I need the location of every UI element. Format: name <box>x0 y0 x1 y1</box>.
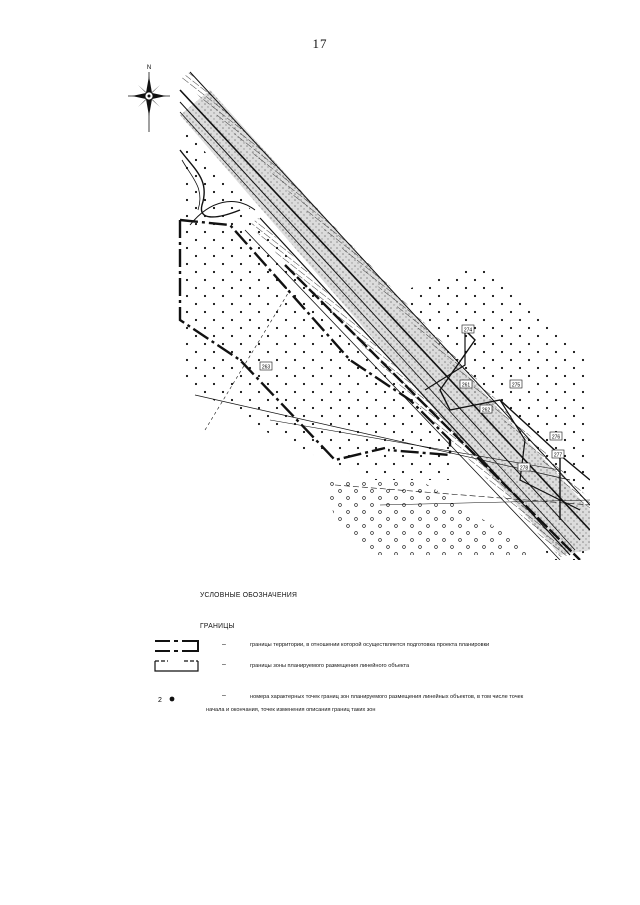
svg-text:2: 2 <box>158 697 162 704</box>
planning-map <box>120 60 590 560</box>
characteristic-point-symbol <box>156 694 178 704</box>
point-label: 275 <box>511 382 521 389</box>
legend-item-text: границы территории, в отношении которой осуществляется подготовка проекта планировки <box>250 642 490 648</box>
legend-section-title: ГРАНИЦЫ <box>200 621 235 630</box>
legend-dash: – <box>222 692 226 699</box>
legend-item-text: границы зоны планируемого размещения линейного объекта <box>250 663 410 669</box>
legend-title: УСЛОВНЫЕ ОБОЗНАЧЕНИЯ <box>200 590 298 599</box>
point-label: 276 <box>551 434 561 441</box>
legend-item-text-continued: начала и окончания, точек изменения описания границ таких зон <box>206 707 376 713</box>
point-label: 262 <box>481 407 491 414</box>
legend-item-text: номера характерных точек границ зон планируемого размещения линейных объектов, в том числе точек <box>250 694 524 700</box>
zone-boundary-symbol <box>154 659 200 673</box>
point-label: 277 <box>553 452 563 459</box>
point-label: 274 <box>463 327 473 334</box>
point-label: 278 <box>519 465 529 472</box>
territory-boundary-symbol <box>154 639 200 653</box>
page-number: 17 <box>312 36 328 51</box>
north-label: N <box>146 65 152 71</box>
point-label: 261 <box>461 382 471 389</box>
legend-dash: – <box>222 641 226 648</box>
legend-dash: – <box>222 661 226 668</box>
point-label: 263 <box>261 364 271 371</box>
